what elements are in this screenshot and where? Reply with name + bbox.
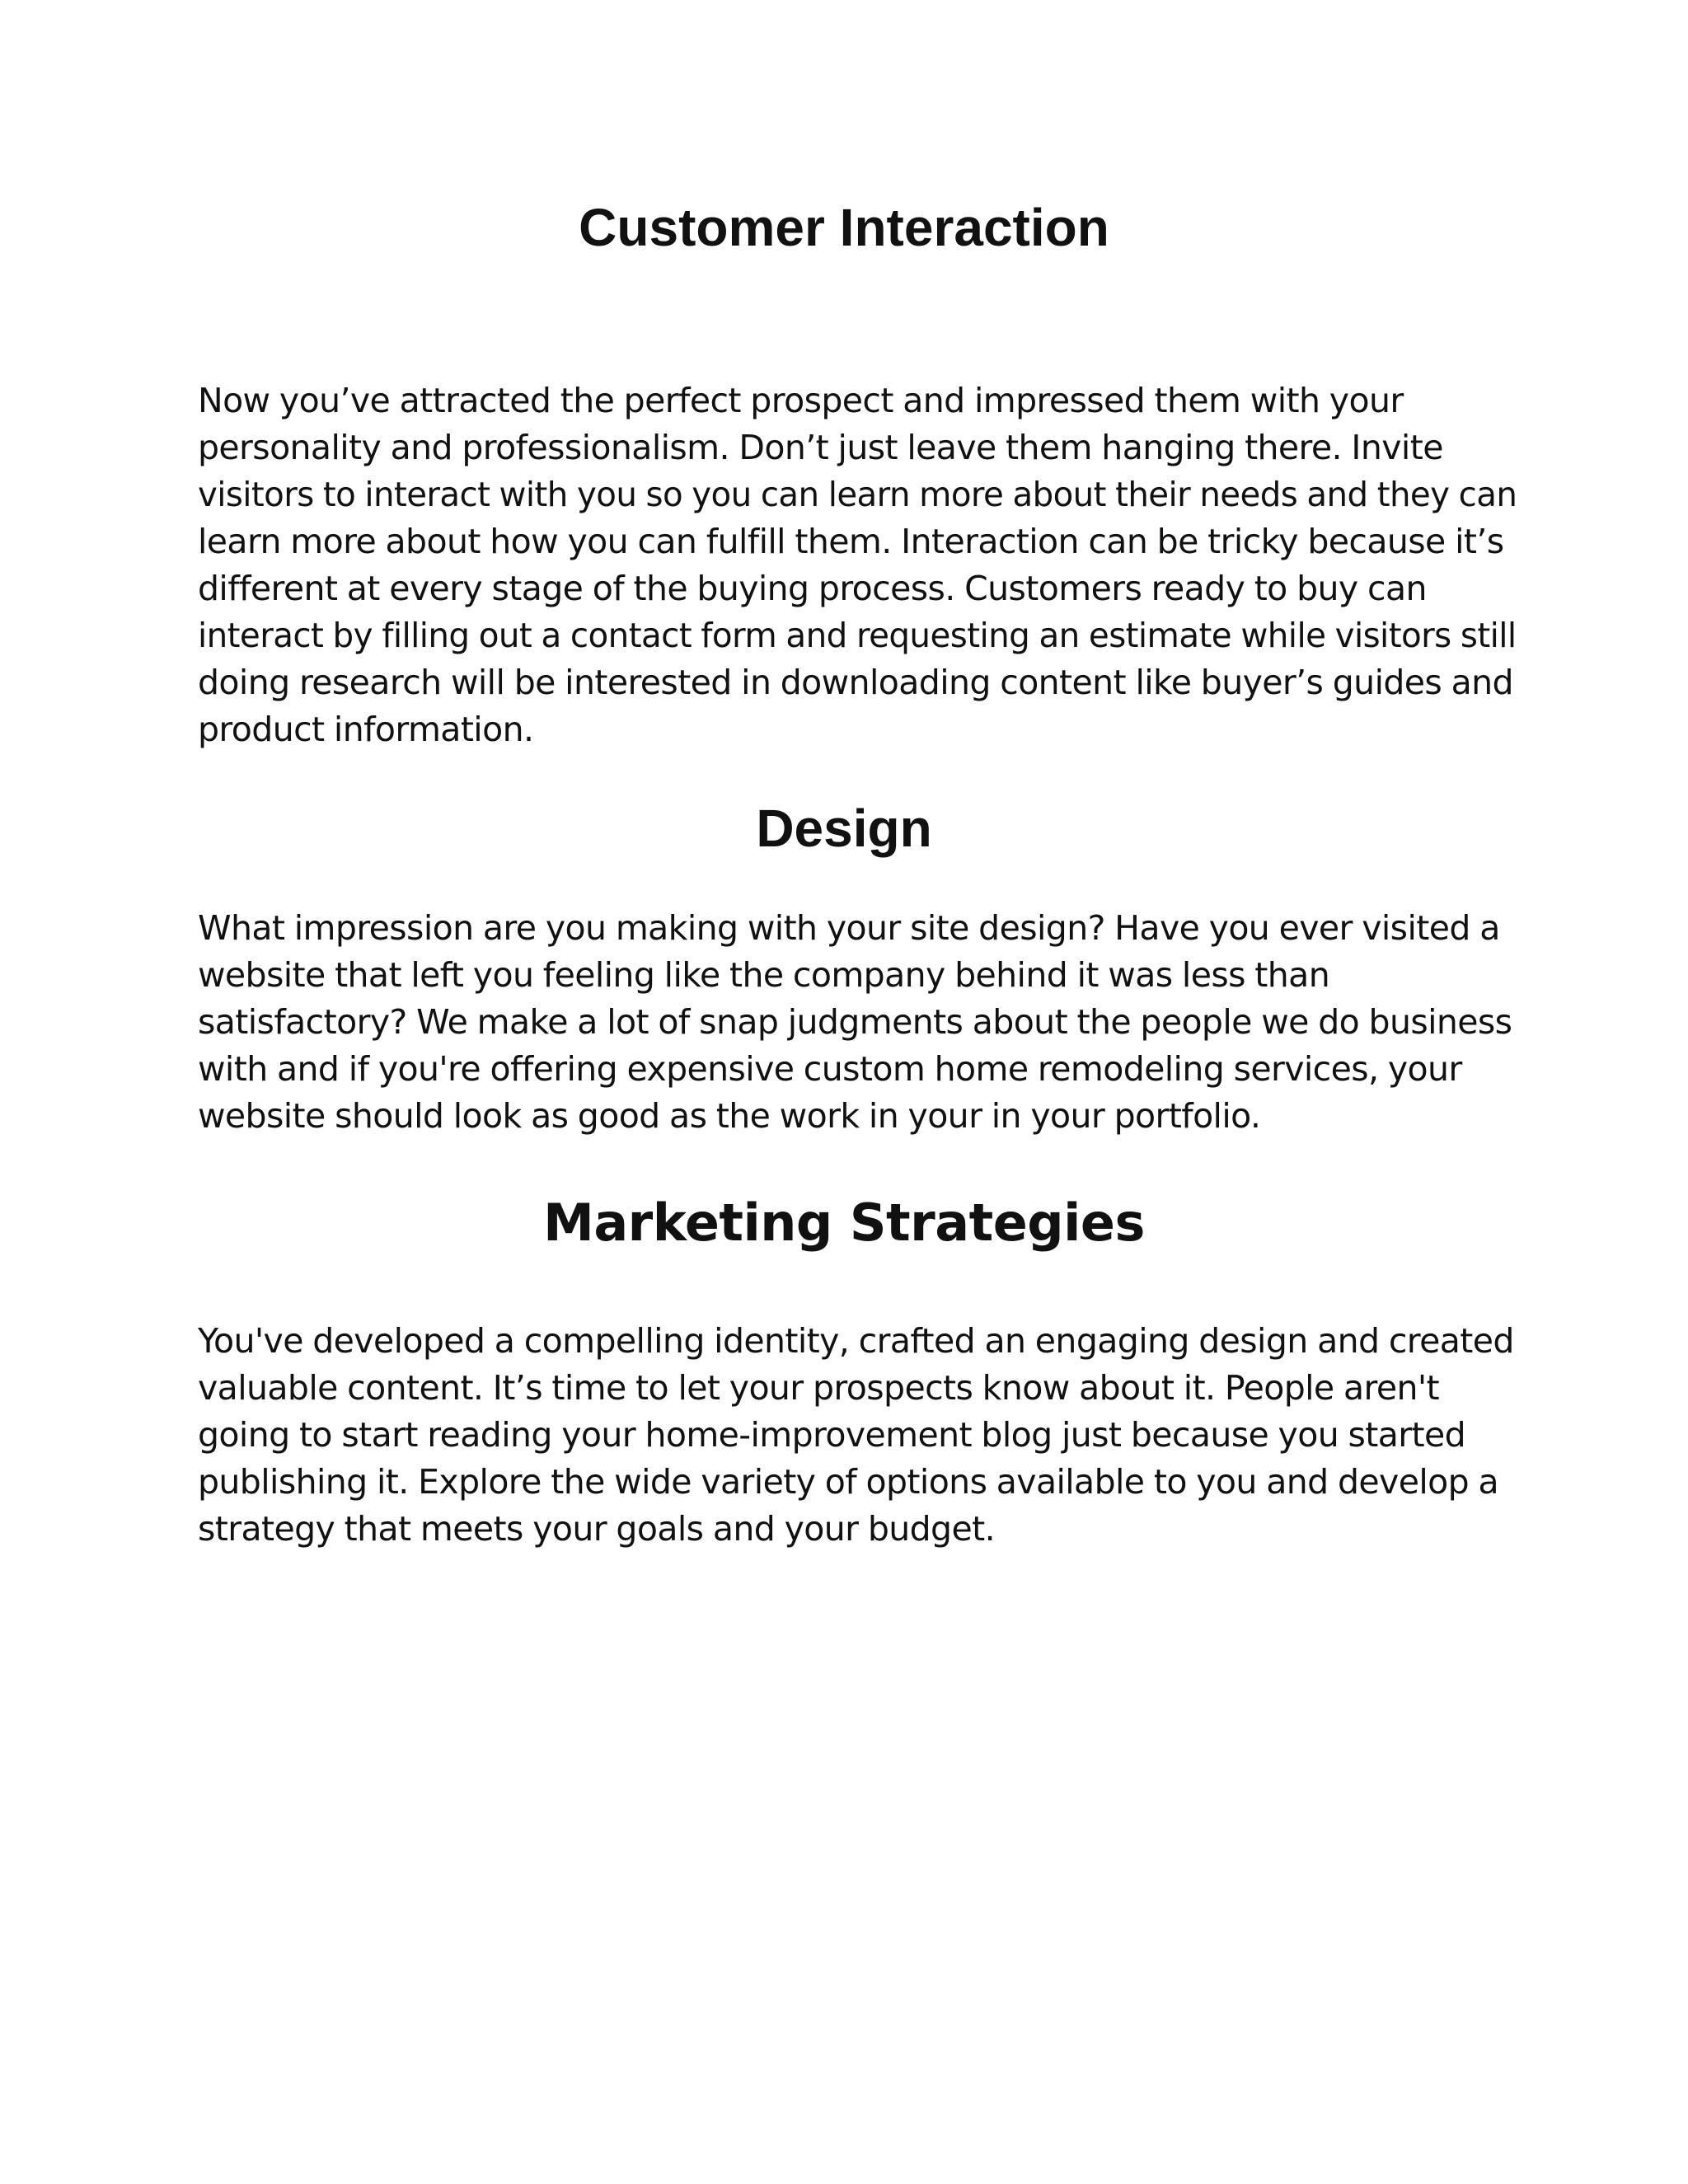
section-paragraph-customer-interaction [198,377,1517,753]
paragraph-line: Now you’ve attracted the perfect prospect and impressed them with your [198,381,1404,420]
paragraph-line: visitors to interact with you so you can learn more about their needs and they can [198,475,1517,514]
paragraph-line: product information. [198,710,534,749]
paragraph-line: website should look as good as the work in your in your portfolio. [198,1096,1261,1136]
section-heading-design: Design [756,799,932,858]
paragraph-line: different at every stage of the buying process. Customers ready to buy can [198,569,1427,608]
section-paragraph-design [198,905,1517,1140]
paragraph-line: doing research will be interested in downloading content like buyer’s guides and [198,663,1513,702]
paragraph-line: strategy that meets your goals and your budget. [198,1509,996,1549]
paragraph-line: with and if you're offering expensive custom home remodeling services, your [198,1049,1462,1089]
paragraph-line: personality and professionalism. Don’t just leave them hanging there. Invite [198,428,1443,467]
section-paragraph-marketing-strategies [198,1318,1517,1553]
paragraph-line: website that left you feeling like the company behind it was less than [198,955,1330,995]
paragraph-line: interact by filling out a contact form and requesting an estimate while visitors still [198,616,1517,655]
section-heading-customer-interaction: Customer Interaction [579,198,1109,257]
paragraph-line: valuable content. It’s time to let your prospects know about it. People aren't [198,1368,1440,1408]
section-heading-marketing-strategies: Marketing Strategies [543,1193,1145,1253]
paragraph-line: going to start reading your home-improvement blog just because you started [198,1415,1466,1455]
paragraph-line: satisfactory? We make a lot of snap judgments about the people we do business [198,1002,1512,1042]
paragraph-line: You've developed a compelling identity, crafted an engaging design and created [198,1321,1514,1361]
paragraph-line: publishing it. Explore the wide variety of options available to you and develop a [198,1462,1498,1502]
paragraph-line: What impression are you making with your site design? Have you ever visited a [198,908,1500,948]
paragraph-line: learn more about how you can fulfill them. Interaction can be tricky because it’s [198,522,1504,561]
